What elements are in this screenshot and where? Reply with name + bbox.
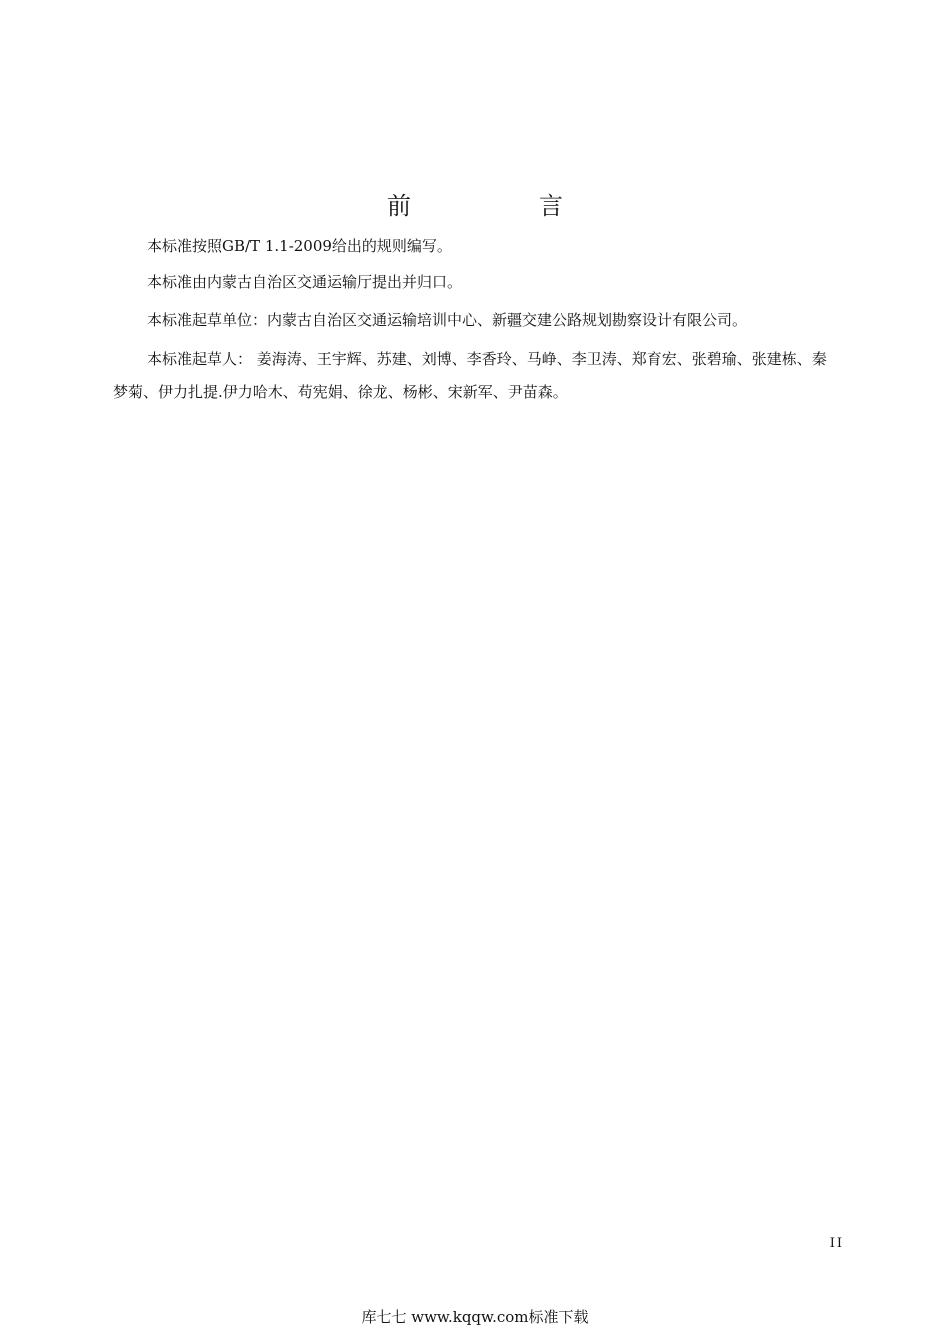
paragraph-drafting-units: 本标准起草单位：内蒙古自治区交通运输培训中心、新疆交建公路规划勘察设计有限公司。 bbox=[147, 311, 748, 329]
paragraph-drafting-rules: 本标准按照GB/T 1.1-2009给出的规则编写。 bbox=[147, 237, 452, 255]
paragraph-drafters: 本标准起草人： 姜海涛、王宇辉、苏建、刘博、李香玲、马峥、李卫涛、郑育宏、张碧瑜、张建栋、秦梦菊、伊力扎提.伊力哈木、苟宪娟、徐龙、杨彬、宋新军、尹苗森。 bbox=[113, 350, 827, 401]
page-number: II bbox=[829, 1236, 844, 1251]
footer-watermark: 库七七 www.kqqw.com标准下载 bbox=[361, 1308, 589, 1326]
section-title: 前 言 bbox=[387, 192, 615, 220]
paragraph-proposer: 本标准由内蒙古自治区交通运输厅提出并归口。 bbox=[147, 273, 463, 291]
